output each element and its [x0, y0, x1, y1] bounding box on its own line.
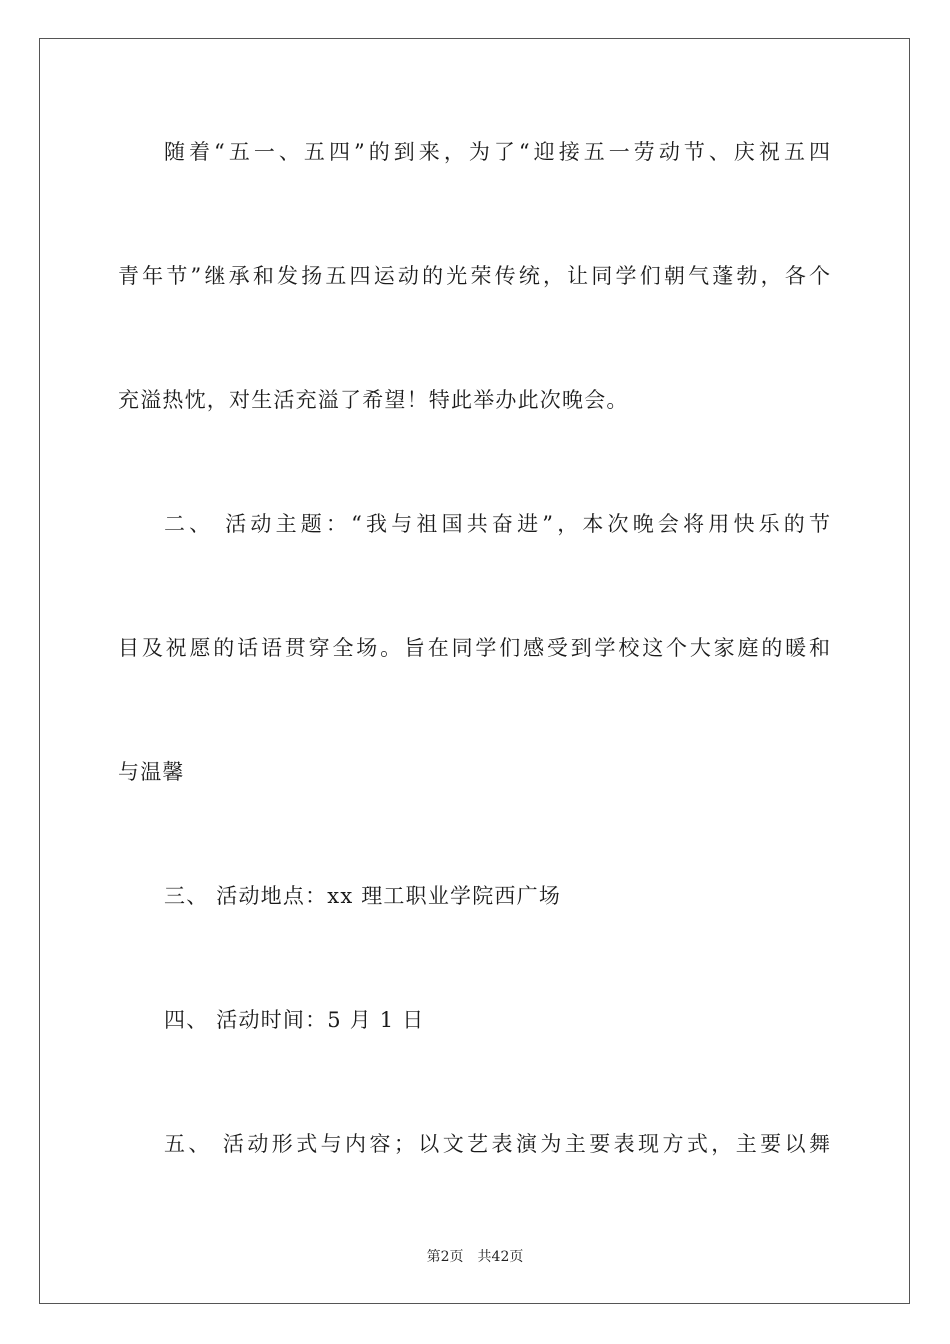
page-number: 第2页 — [426, 1249, 464, 1265]
section-2-line-2: 目及祝愿的话语贯穿全场。旨在同学们感受到学校这个大家庭的暖和 — [118, 636, 830, 660]
section-4-line: 四、 活动时间：5 月 1 日 — [164, 1008, 425, 1032]
section-3-line: 三、 活动地点：xx 理工职业学院西广场 — [164, 884, 562, 908]
paragraph-line-1: 随着“五一、五四”的到来，为了“迎接五一劳动节、庆祝五四 — [164, 140, 830, 164]
section-2-line-3: 与温馨 — [118, 760, 185, 784]
paragraph-line-2: 青年节”继承和发扬五四运动的光荣传统，让同学们朝气蓬勃，各个 — [118, 264, 830, 288]
paragraph-line-3: 充溢热忱，对生活充溢了希望！特此举办此次晚会。 — [118, 388, 629, 412]
page-border — [39, 38, 910, 1304]
page-total: 共42页 — [477, 1249, 524, 1265]
section-5-line: 五、 活动形式与内容；以文艺表演为主要表现方式，主要以舞 — [164, 1132, 830, 1156]
page-footer — [0, 1248, 950, 1266]
section-2-line-1: 二、 活动主题：“我与祖国共奋进”，本次晚会将用快乐的节 — [164, 512, 830, 536]
